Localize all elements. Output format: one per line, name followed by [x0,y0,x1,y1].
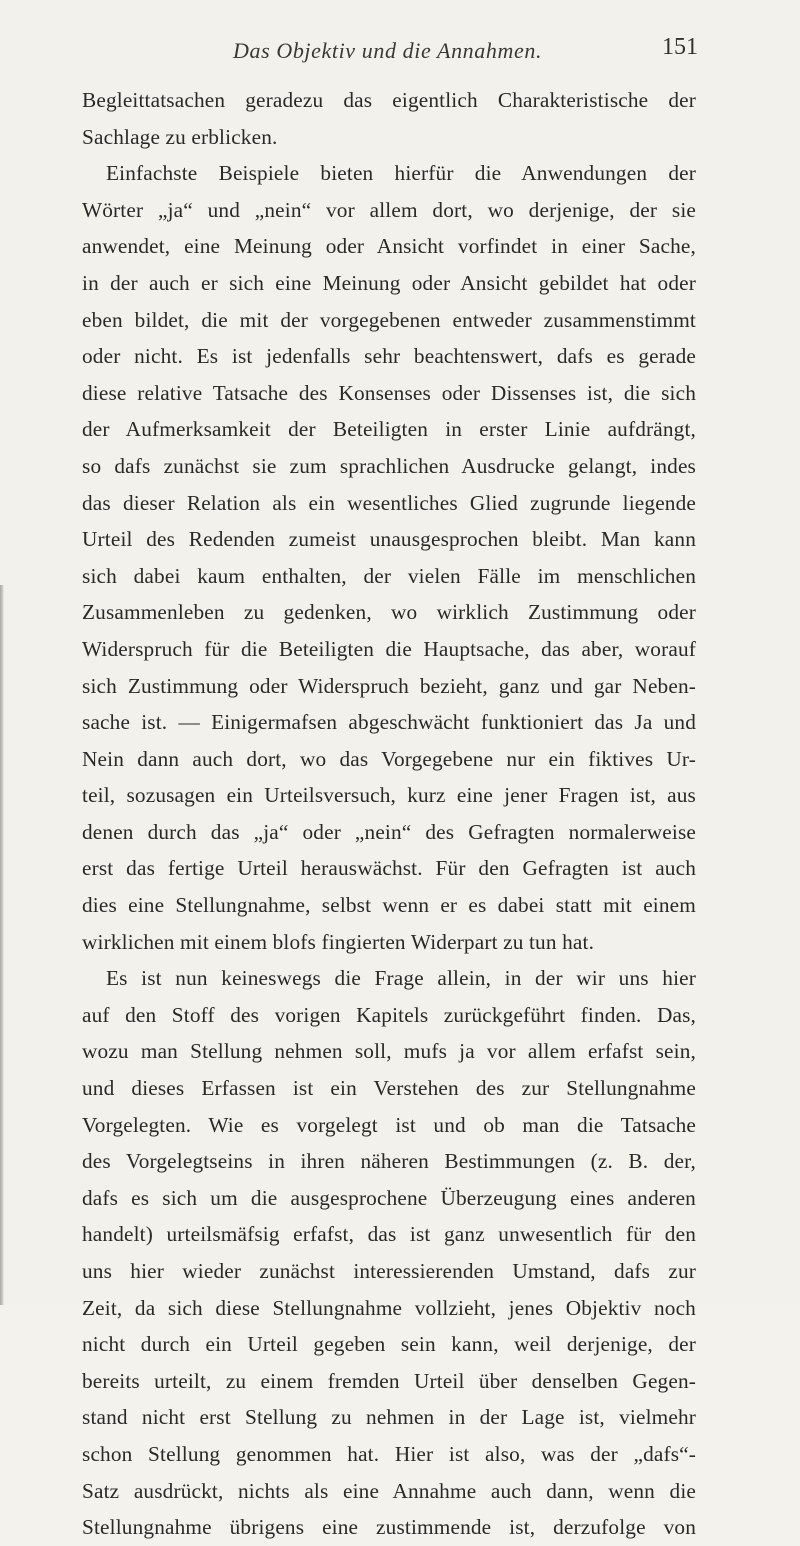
text-line: anwendet, eine Meinung oder Ansicht vorfindet in einer Sache, [82,234,696,259]
text-line: eben bildet, die mit der vorgegebenen entweder zusammenstimmt [82,307,696,332]
body-text [82,82,696,1546]
text-line: auf den Stoff des vorigen Kapitels zurückgeführt finden. Das, [82,1002,696,1027]
text-line: bereits urteilt, zu einem fremden Urteil über denselben Gegen- [82,1368,696,1393]
text-line: Zeit, da sich diese Stellungnahme vollzieht, jenes Objektiv noch [82,1295,696,1320]
text-line: dies eine Stellungnahme, selbst wenn er es dabei statt mit einem [82,893,696,918]
text-line: oder nicht. Es ist jedenfalls sehr beachtenswert, dafs es gerade [82,344,696,369]
text-line: sache ist. — Einigermafsen abgeschwächt funktioniert das Ja und [82,710,696,735]
running-title: Das Objektiv und die Annahmen. [233,38,543,63]
running-header [0,34,800,70]
text-line: wozu man Stellung nehmen soll, mufs ja vor allem erfafst sein, [82,1039,696,1064]
text-line: der Aufmerksamkeit der Beteiligten in erster Linie aufdrängt, [82,417,696,442]
text-line: wirklichen mit einem blofs fingierten Widerpart zu tun hat. [82,929,595,954]
text-line: so dafs zunächst sie zum sprachlichen Ausdrucke gelangt, indes [82,453,696,478]
text-line: Sachlage zu erblicken. [82,124,278,149]
text-line: stand nicht erst Stellung zu nehmen in der Lage ist, vielmehr [82,1405,696,1430]
text-line: Einfachste Beispiele bieten hierfür die Anwendungen der [106,161,696,186]
text-line: handelt) urteilsmäfsig erfafst, das ist ganz unwesentlich für den [82,1222,696,1247]
text-line: sich dabei kaum enthalten, der vielen Fälle im menschlichen [82,563,696,588]
text-line: erst das fertige Urteil herauswächst. Für den Gefragten ist auch [82,856,696,881]
text-line: Satz ausdrückt, nichts als eine Annahme auch dann, wenn die [82,1478,696,1503]
text-line: dafs es sich um die ausgesprochene Überzeugung eines anderen [82,1185,696,1210]
text-line: Widerspruch für die Beteiligten die Hauptsache, das aber, worauf [82,636,696,661]
text-line: und dieses Erfassen ist ein Verstehen des zur Stellungnahme [82,1076,696,1101]
text-line: sich Zustimmung oder Widerspruch bezieht, ganz und gar Neben- [82,673,696,698]
text-line: uns hier wieder zunächst interessierenden Umstand, dafs zur [82,1259,696,1283]
text-line: Nein dann auch dort, wo das Vorgegebene nur ein fiktives Ur- [82,746,696,771]
text-line: schon Stellung genommen hat. Hier ist also, was der „dafs“- [82,1441,696,1466]
text-line: Urteil des Redenden zumeist unausgesprochen bleibt. Man kann [82,527,696,552]
text-line: Begleittatsachen geradezu das eigentlich Charakteristische der [82,88,696,112]
page-binding-shadow [0,585,4,1305]
text-line: Wörter „ja“ und „nein“ vor allem dort, wo derjenige, der sie [82,197,696,222]
text-line: diese relative Tatsache des Konsenses oder Dissenses ist, die sich [82,380,696,405]
text-line: Stellungnahme übrigens eine zustimmende ist, derzufolge von [82,1515,696,1540]
text-line: des Vorgelegtseins in ihren näheren Bestimmungen (z. B. der, [82,1149,696,1174]
text-line: nicht durch ein Urteil gegeben sein kann, weil derjenige, der [82,1332,696,1357]
page-number: 151 [662,34,698,60]
text-line: Vorgelegten. Wie es vorgelegt ist und ob man die Tatsache [82,1112,696,1137]
text-line: denen durch das „ja“ oder „nein“ des Gefragten normalerweise [82,819,696,844]
text-line: teil, sozusagen ein Urteilsversuch, kurz eine jener Fragen ist, aus [82,783,696,808]
text-line: in der auch er sich eine Meinung oder Ansicht gebildet hat oder [82,270,696,295]
text-line: Es ist nun keineswegs die Frage allein, in der wir uns hier [106,966,696,991]
text-line: Zusammenleben zu gedenken, wo wirklich Zustimmung oder [82,600,696,625]
text-line: das dieser Relation als ein wesentliches Glied zugrunde liegende [82,490,696,515]
